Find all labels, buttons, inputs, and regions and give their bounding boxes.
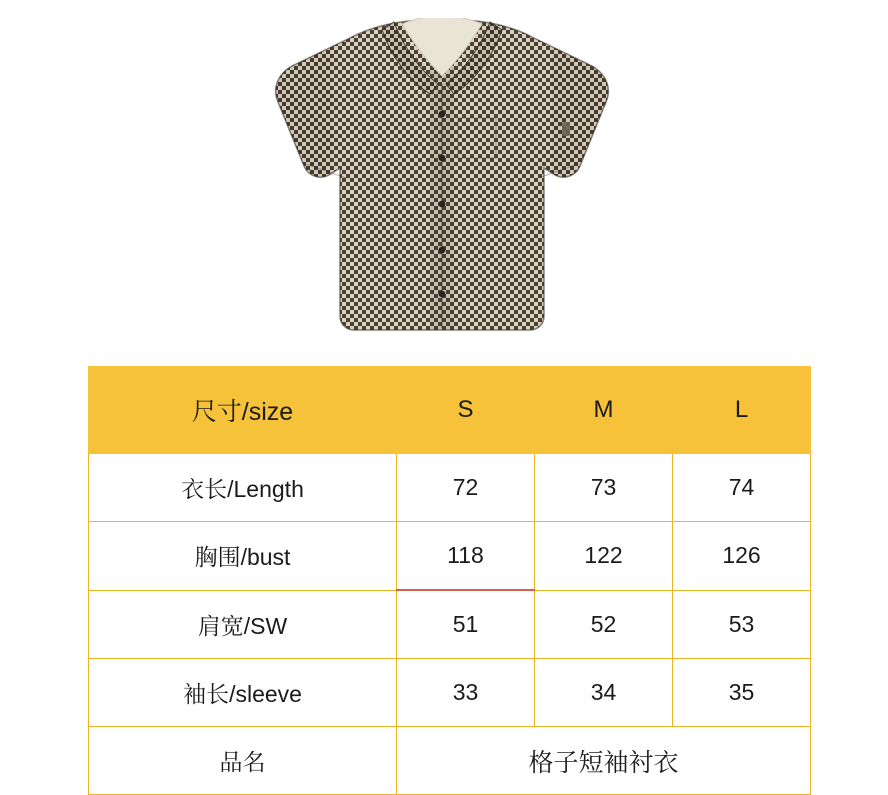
table-row-product-name [89, 727, 811, 795]
table-row-sleeve [89, 659, 811, 727]
sleeve-s: 33 [397, 659, 535, 727]
bust-m: 122 [535, 522, 673, 591]
bust-s: 118 [397, 522, 535, 591]
row-label-product-name: 品名 [89, 727, 397, 795]
row-label-sw: 肩宽/SW [89, 590, 397, 659]
row-label-sleeve: 袖长/sleeve [89, 659, 397, 727]
row-label-bust: 胸围/bust [89, 522, 397, 591]
sw-l: 53 [673, 590, 811, 659]
table-row-bust [89, 522, 811, 591]
product-name-value: 格子短袖衬衣 [397, 727, 811, 795]
sleeve-m: 34 [535, 659, 673, 727]
table-row-shoulder-width [89, 590, 811, 659]
size-chart-table [88, 366, 811, 795]
sw-s: 51 [397, 590, 535, 659]
row-label-length: 衣长/Length [89, 454, 397, 522]
product-photo-area [0, 0, 888, 352]
bust-l: 126 [673, 522, 811, 591]
length-m: 73 [535, 454, 673, 522]
sw-m: 52 [535, 590, 673, 659]
header-size-s: S [397, 367, 535, 454]
length-s: 72 [397, 454, 535, 522]
length-l: 74 [673, 454, 811, 522]
table-header-row [89, 367, 811, 454]
sleeve-l: 35 [673, 659, 811, 727]
header-label-size: 尺寸/size [89, 367, 397, 454]
header-size-m: M [535, 367, 673, 454]
product-image-shirt [262, 18, 622, 338]
table-row-length [89, 454, 811, 522]
header-size-l: L [673, 367, 811, 454]
